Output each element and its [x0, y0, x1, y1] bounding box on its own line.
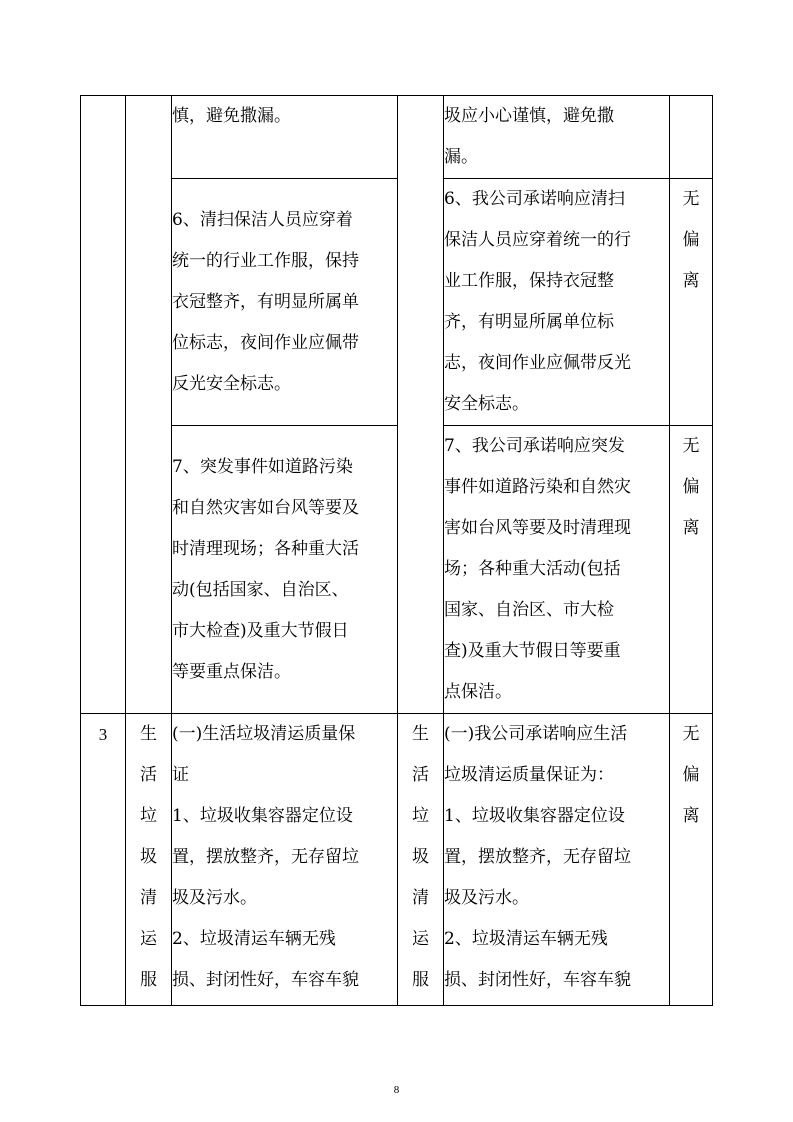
- table-row: [81, 714, 713, 1006]
- item-name: 生 活 垃 圾 清 运 服: [126, 714, 172, 1006]
- item-cell: [126, 96, 172, 714]
- deviation-cell: 无 偏 离: [670, 426, 713, 714]
- number-cell: [81, 96, 126, 714]
- section-number: 3: [81, 714, 126, 1006]
- requirement-cell: 7、突发事件如道路污染 和自然灾害如台风等要及 时清理现场；各种重大活 动(包括国家、自治区、 市大检查)及重大节假日 等要重点保洁。: [172, 426, 398, 714]
- deviation-cell: 无 偏 离: [670, 179, 713, 426]
- page-number: 8: [393, 1084, 400, 1096]
- response-item-cell: [398, 96, 444, 714]
- response-cell: 6、我公司承诺响应清扫 保洁人员应穿着统一的行 业工作服，保持衣冠整 齐，有明显所属单位标 志，夜间作业应佩带反光 安全标志。: [444, 179, 670, 426]
- table-row: [81, 179, 713, 426]
- compliance-table: [80, 95, 713, 1006]
- response-cell: 7、我公司承诺响应突发 事件如道路污染和自然灾 害如台风等要及时清理现 场；各种重大活动(包括 国家、自治区、市大检 查)及重大节假日等要重 点保洁。: [444, 426, 670, 714]
- response-cell: 圾应小心谨慎，避免撒 漏。: [444, 96, 670, 179]
- requirement-cell: 6、清扫保洁人员应穿着 统一的行业工作服，保持 衣冠整齐，有明显所属单 位标志，夜间作业应佩带 反光安全标志。: [172, 179, 398, 426]
- table-row: [81, 96, 713, 179]
- deviation-cell: [670, 96, 713, 179]
- requirement-cell: (一)生活垃圾清运质量保 证 1、垃圾收集容器定位设 置，摆放整齐，无存留垃 圾及污水。 2、垃圾清运车辆无残 损、封闭性好，车容车貌: [172, 714, 398, 1006]
- deviation-cell: 无 偏 离: [670, 714, 713, 1006]
- table-row: [81, 426, 713, 714]
- response-cell: (一)我公司承诺响应生活 垃圾清运质量保证为： 1、垃圾收集容器定位设 置，摆放整齐，无存留垃 圾及污水。 2、垃圾清运车辆无残 损、封闭性好，车容车貌: [444, 714, 670, 1006]
- response-item-name: 生 活 垃 圾 清 运 服: [398, 714, 444, 1006]
- requirement-cell: 慎，避免撒漏。: [172, 96, 398, 179]
